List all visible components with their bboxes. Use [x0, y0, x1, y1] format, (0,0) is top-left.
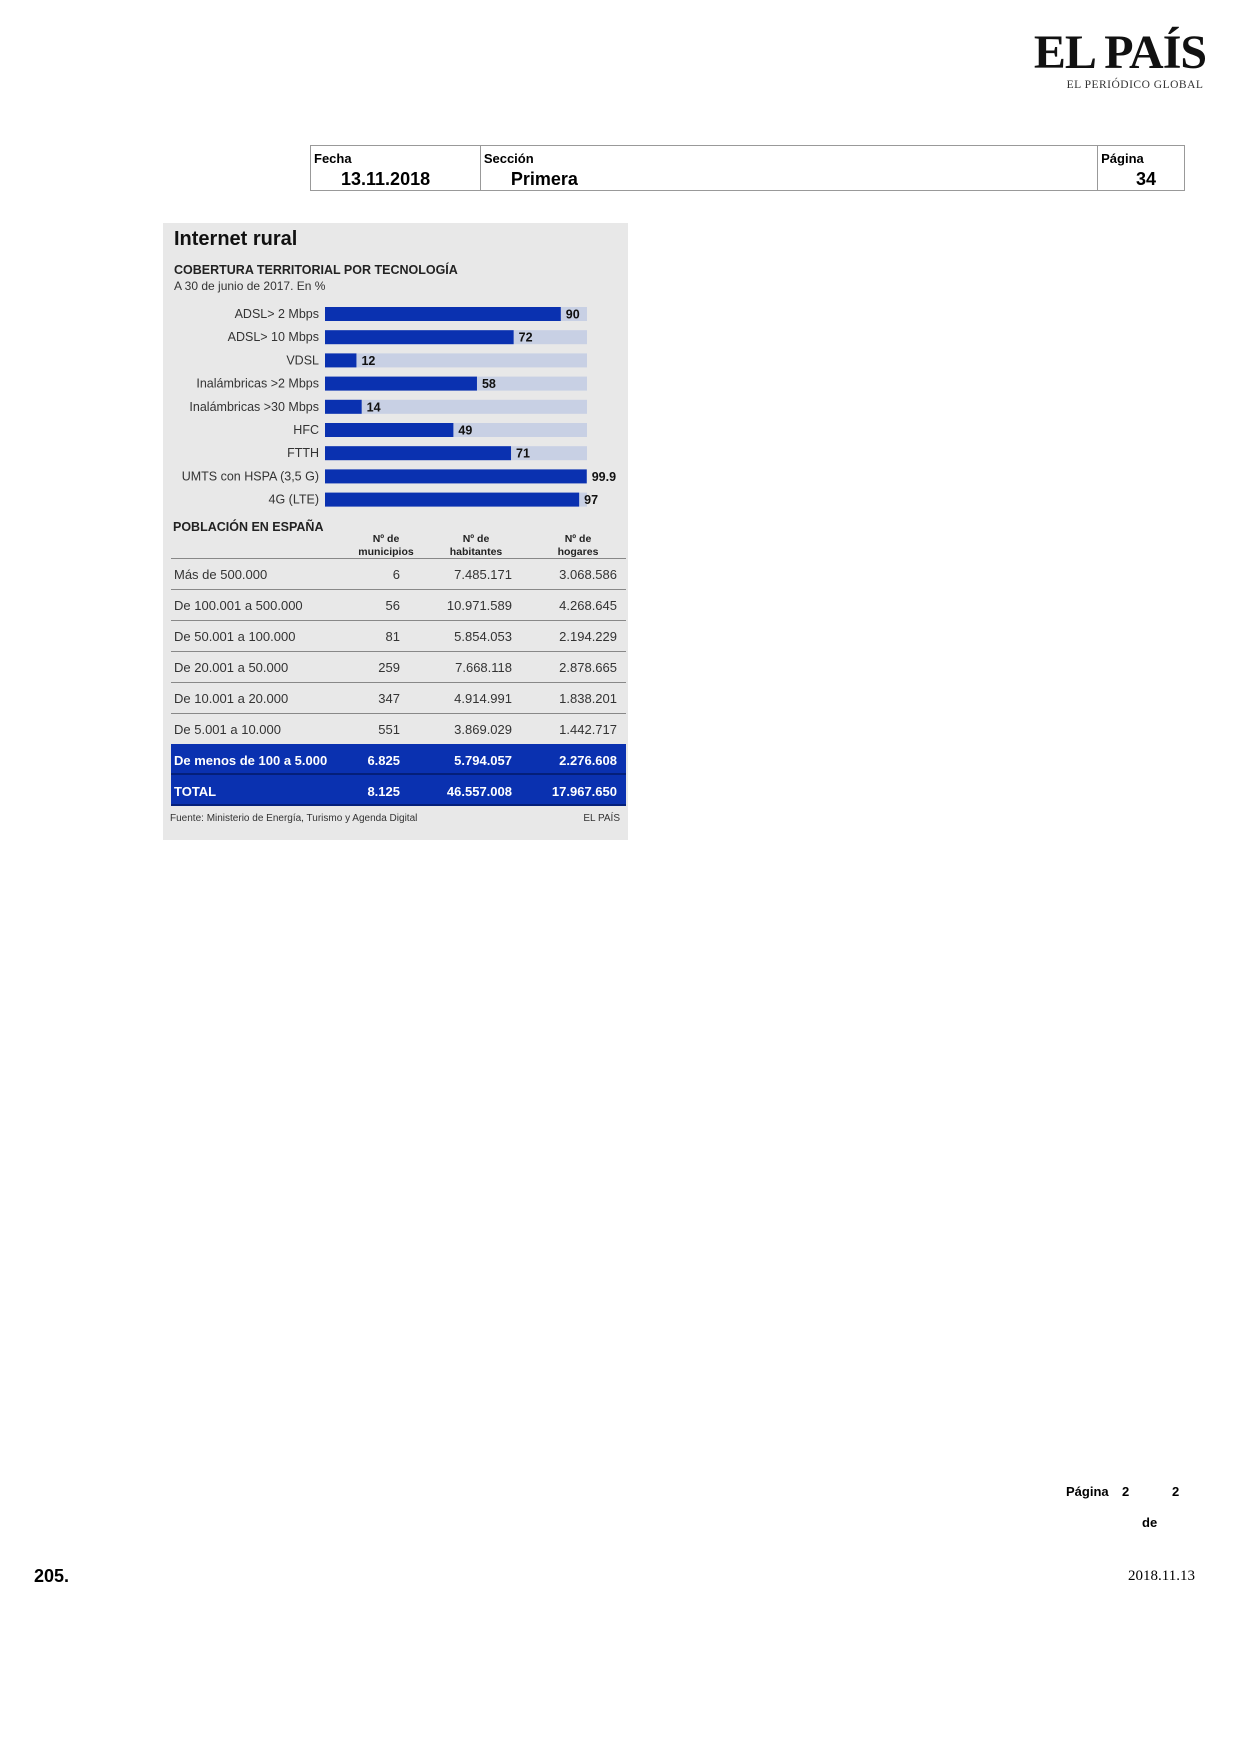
pagina-cell — [1098, 146, 1184, 190]
bar — [325, 400, 362, 414]
footer-date: 2018.11.13 — [1128, 1568, 1195, 1584]
bar — [325, 377, 477, 391]
seccion-label: Sección — [483, 151, 534, 166]
fecha-label: Fecha — [314, 151, 352, 166]
masthead-name: EL PAÍS — [1033, 26, 1207, 79]
fecha-value: 13.11.2018 — [341, 169, 431, 189]
table-cell-habitantes: 46.557.008 — [446, 784, 512, 799]
value-label: 72 — [518, 330, 533, 345]
table-cell-label: De 20.001 a 50.000 — [174, 660, 289, 675]
table-cell-hogares: 1.442.717 — [559, 722, 617, 737]
table-cell-hogares: 4.268.645 — [559, 598, 617, 613]
table-cell-habitantes: 7.485.171 — [454, 567, 512, 582]
fecha-cell — [311, 146, 481, 190]
table-cell-municipios: 8.125 — [367, 784, 400, 799]
category-label: HFC — [293, 423, 319, 437]
footer-document-number: 205. — [34, 1566, 70, 1586]
source-credit: EL PAÍS — [583, 813, 620, 824]
table-row — [171, 651, 626, 682]
masthead-tagline: EL PERIÓDICO GLOBAL — [1066, 79, 1204, 91]
value-label: 71 — [516, 446, 530, 461]
category-label: 4G (LTE) — [268, 492, 319, 507]
table-cell-municipios: 259 — [378, 660, 400, 675]
coverage-bar-chart — [163, 223, 628, 513]
table-row — [171, 589, 626, 620]
value-label: 49 — [458, 423, 473, 438]
value-label: 12 — [361, 353, 376, 368]
col-header-habitantes: Nº de habitantes — [449, 533, 503, 558]
infographic-title: Internet rural — [174, 228, 298, 250]
table-cell-hogares: 2.276.608 — [559, 753, 617, 768]
value-label: 14 — [366, 400, 381, 415]
table-cell-hogares: 2.878.665 — [559, 660, 617, 675]
table-row — [171, 775, 626, 806]
value-label: 90 — [565, 307, 580, 322]
col-header-municipios: Nº de municipios — [358, 533, 414, 558]
table-cell-municipios: 81 — [385, 629, 400, 644]
pagina-value: 34 — [1135, 169, 1157, 189]
seccion-value: Primera — [510, 169, 578, 189]
bar — [325, 423, 453, 437]
table-cell-label: Más de 500.000 — [174, 567, 268, 582]
table-cell-label: De 50.001 a 100.000 — [174, 629, 296, 644]
table-cell-label: De 100.001 a 500.000 — [174, 598, 303, 613]
footer-page-total: 2 — [1172, 1484, 1180, 1499]
bar — [325, 493, 579, 507]
table-cell-municipios: 347 — [378, 691, 400, 706]
table-cell-label: De 5.001 a 10.000 — [174, 722, 281, 737]
bar — [325, 307, 561, 321]
table-cell-municipios: 6.825 — [367, 753, 400, 768]
category-label: VDSL — [286, 353, 319, 368]
table-cell-label: TOTAL — [174, 784, 217, 799]
table-cell-habitantes: 5.794.057 — [454, 753, 512, 768]
table-cell-municipios: 6 — [392, 567, 400, 582]
chart-title: COBERTURA TERRITORIAL POR TECNOLOGÍA — [174, 263, 458, 277]
table-cell-hogares: 1.838.201 — [559, 691, 617, 706]
news-clipping-infographic — [163, 223, 628, 840]
table-cell-hogares: 17.967.650 — [551, 784, 617, 799]
footer-page-current: 2 — [1122, 1484, 1130, 1499]
bar — [325, 469, 587, 483]
table-cell-label: De menos de 100 a 5.000 — [174, 753, 328, 768]
table-cell-municipios: 551 — [378, 722, 400, 737]
table-cell-municipios: 56 — [385, 598, 400, 613]
table-cell-hogares: 3.068.586 — [559, 567, 617, 582]
category-label: ADSL> 2 Mbps — [234, 307, 319, 321]
masthead — [1022, 28, 1218, 92]
table-row — [171, 744, 626, 775]
bar — [325, 330, 514, 344]
table-cell-habitantes: 7.668.118 — [455, 660, 512, 675]
category-label: ADSL> 10 Mbps — [227, 330, 319, 345]
footer-page-de: de — [1142, 1515, 1158, 1530]
table-row — [171, 682, 626, 713]
bar — [325, 446, 511, 460]
value-label: 99.9 — [591, 469, 617, 484]
table-cell-habitantes: 10.971.589 — [446, 598, 512, 613]
table-cell-habitantes: 4.914.991 — [454, 691, 512, 706]
table-row — [171, 558, 626, 589]
category-label: Inalámbricas >2 Mbps — [196, 376, 319, 391]
table-cell-hogares: 2.194.229 — [559, 629, 617, 644]
category-label: FTTH — [287, 446, 319, 461]
table-row — [171, 620, 626, 651]
table-title: POBLACIÓN EN ESPAÑA — [173, 520, 324, 534]
bar-track — [325, 400, 587, 414]
table-cell-label: De 10.001 a 20.000 — [174, 691, 289, 706]
category-label: Inalámbricas >30 Mbps — [189, 399, 319, 414]
col-header-hogares: Nº de hogares — [557, 533, 599, 558]
value-label: 58 — [481, 377, 496, 392]
value-label: 97 — [584, 493, 599, 508]
table-row — [171, 713, 626, 744]
source-note: Fuente: Ministerio de Energía, Turismo y Agenda Digital — [170, 813, 418, 824]
chart-subtitle: A 30 de junio de 2017. En % — [174, 279, 326, 293]
category-label: UMTS con HSPA (3,5 G) — [181, 469, 319, 484]
clipping-meta-table — [310, 145, 1185, 191]
bar — [325, 353, 356, 367]
footer-page-label: Página — [1066, 1484, 1109, 1499]
table-cell-habitantes: 3.869.029 — [454, 722, 512, 737]
seccion-cell — [481, 146, 1098, 190]
table-cell-habitantes: 5.854.053 — [454, 629, 512, 644]
pagina-label: Página — [1101, 151, 1144, 166]
